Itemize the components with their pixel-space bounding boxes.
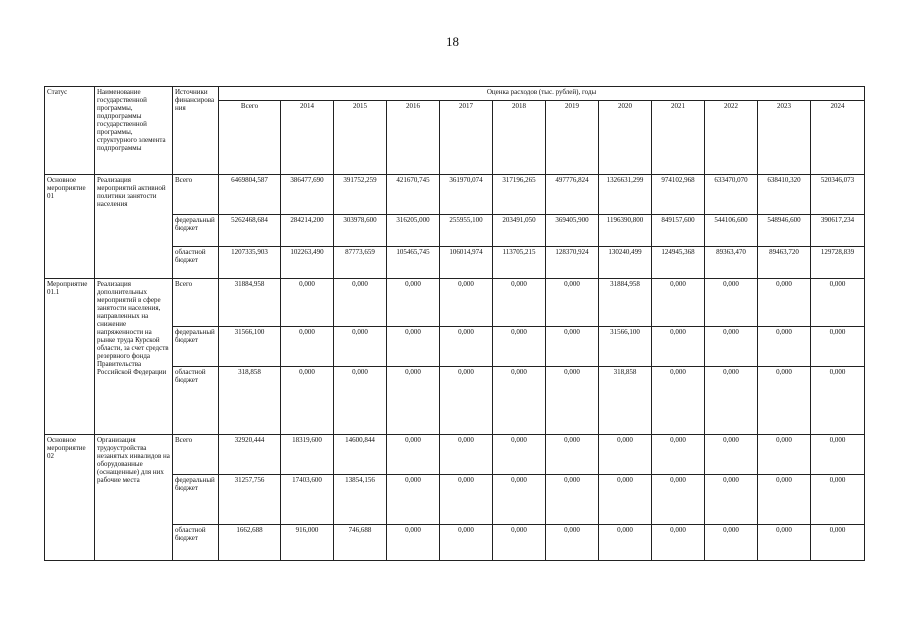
year-value-cell: 0,000	[493, 435, 546, 475]
header-name: Наименование государственной программы, подпрограммы государственной программы, структурного элемента подпрограммы	[95, 87, 173, 175]
year-value-cell: 128370,924	[546, 247, 599, 279]
year-value-cell: 390617,234	[811, 215, 865, 247]
year-value-cell: 18319,600	[281, 435, 334, 475]
year-value-cell: 0,000	[758, 475, 811, 525]
total-value-cell: 6469804,587	[219, 175, 281, 215]
header-year: 2022	[705, 101, 758, 175]
year-value-cell: 0,000	[758, 327, 811, 367]
program-name-cell: Реализация мероприятий активной политики занятости населения	[95, 175, 173, 279]
status-cell: Основное мероприятие 01	[45, 175, 95, 279]
total-value-cell: 318,858	[219, 367, 281, 435]
year-value-cell: 0,000	[440, 435, 493, 475]
page-number: 18	[446, 34, 459, 49]
year-value-cell: 0,000	[758, 279, 811, 327]
header-year: 2015	[334, 101, 387, 175]
year-value-cell: 0,000	[546, 367, 599, 435]
year-value-cell: 284214,200	[281, 215, 334, 247]
year-value-cell: 0,000	[652, 279, 705, 327]
source-cell: Всего	[173, 435, 219, 475]
source-cell: федеральный бюджет	[173, 215, 219, 247]
status-cell: Мероприятие 01.1	[45, 279, 95, 435]
year-value-cell: 0,000	[705, 475, 758, 525]
year-value-cell: 0,000	[811, 435, 865, 475]
year-value-cell: 0,000	[599, 525, 652, 561]
status-cell: Основное мероприятие 02	[45, 435, 95, 561]
year-value-cell: 386477,690	[281, 175, 334, 215]
year-value-cell: 17403,600	[281, 475, 334, 525]
header-source: Источники финансирования	[173, 87, 219, 175]
total-value-cell: 31884,958	[219, 279, 281, 327]
year-value-cell: 916,000	[281, 525, 334, 561]
year-value-cell: 0,000	[811, 475, 865, 525]
year-value-cell: 0,000	[493, 279, 546, 327]
year-value-cell: 0,000	[440, 367, 493, 435]
header-row-1	[45, 87, 865, 101]
year-value-cell: 1196390,800	[599, 215, 652, 247]
header-status: Статус	[45, 87, 95, 175]
year-value-cell: 0,000	[811, 279, 865, 327]
source-cell: областной бюджет	[173, 247, 219, 279]
year-value-cell: 0,000	[387, 327, 440, 367]
program-name-cell: Реализация дополнительных мероприятий в сфере занятости населения, направленных на снижение напряженности на рынке труда Курской области, за счет средств резервного фонда Правительства Российской Федерации	[95, 279, 173, 435]
year-value-cell: 0,000	[440, 475, 493, 525]
year-value-cell: 106014,974	[440, 247, 493, 279]
year-value-cell: 316205,000	[387, 215, 440, 247]
year-value-cell: 0,000	[652, 525, 705, 561]
year-value-cell: 849157,600	[652, 215, 705, 247]
year-value-cell: 130240,499	[599, 247, 652, 279]
year-value-cell: 31566,100	[599, 327, 652, 367]
header-year: 2018	[493, 101, 546, 175]
year-value-cell: 318,858	[599, 367, 652, 435]
source-cell: федеральный бюджет	[173, 475, 219, 525]
year-value-cell: 548946,600	[758, 215, 811, 247]
year-value-cell: 113705,215	[493, 247, 546, 279]
year-value-cell: 0,000	[811, 327, 865, 367]
header-year: 2023	[758, 101, 811, 175]
header-year: 2024	[811, 101, 865, 175]
header-estimate: Оценка расходов (тыс. рублей), годы	[219, 87, 865, 101]
year-value-cell: 0,000	[281, 279, 334, 327]
year-value-cell: 0,000	[493, 367, 546, 435]
year-value-cell: 0,000	[493, 475, 546, 525]
year-value-cell: 0,000	[705, 279, 758, 327]
year-value-cell: 31884,958	[599, 279, 652, 327]
total-value-cell: 31257,756	[219, 475, 281, 525]
year-value-cell: 520346,073	[811, 175, 865, 215]
year-value-cell: 0,000	[493, 327, 546, 367]
table-row	[45, 279, 865, 327]
year-value-cell: 129728,839	[811, 247, 865, 279]
year-value-cell: 255955,100	[440, 215, 493, 247]
total-value-cell: 1662,688	[219, 525, 281, 561]
table-row	[45, 435, 865, 475]
year-value-cell: 0,000	[652, 475, 705, 525]
year-value-cell: 0,000	[599, 435, 652, 475]
year-value-cell: 102263,490	[281, 247, 334, 279]
year-value-cell: 0,000	[705, 525, 758, 561]
year-value-cell: 391752,259	[334, 175, 387, 215]
year-value-cell: 0,000	[546, 475, 599, 525]
header-year: 2016	[387, 101, 440, 175]
year-value-cell: 0,000	[334, 327, 387, 367]
year-value-cell: 0,000	[334, 367, 387, 435]
year-value-cell: 0,000	[599, 475, 652, 525]
year-value-cell: 0,000	[705, 367, 758, 435]
year-value-cell: 0,000	[493, 525, 546, 561]
year-value-cell: 638410,320	[758, 175, 811, 215]
source-cell: Всего	[173, 175, 219, 215]
year-value-cell: 303978,600	[334, 215, 387, 247]
year-value-cell: 0,000	[811, 367, 865, 435]
year-value-cell: 369405,900	[546, 215, 599, 247]
year-value-cell: 633470,070	[705, 175, 758, 215]
source-cell: областной бюджет	[173, 367, 219, 435]
year-value-cell: 0,000	[440, 327, 493, 367]
year-value-cell: 0,000	[758, 367, 811, 435]
year-value-cell: 361970,074	[440, 175, 493, 215]
year-value-cell: 0,000	[546, 279, 599, 327]
year-value-cell: 14600,844	[334, 435, 387, 475]
year-value-cell: 0,000	[705, 327, 758, 367]
year-value-cell: 544106,600	[705, 215, 758, 247]
year-value-cell: 0,000	[281, 367, 334, 435]
program-name-cell: Организация трудоустройства незанятых инвалидов на оборудованные (оснащенные) для них рабочие места	[95, 435, 173, 561]
year-value-cell: 0,000	[546, 327, 599, 367]
total-value-cell: 1207335,903	[219, 247, 281, 279]
year-value-cell: 0,000	[705, 435, 758, 475]
year-value-cell: 0,000	[652, 367, 705, 435]
year-value-cell: 0,000	[758, 435, 811, 475]
header-year: 2021	[652, 101, 705, 175]
year-value-cell: 89463,720	[758, 247, 811, 279]
year-value-cell: 0,000	[387, 279, 440, 327]
total-value-cell: 31566,100	[219, 327, 281, 367]
year-value-cell: 0,000	[281, 327, 334, 367]
year-value-cell: 124945,368	[652, 247, 705, 279]
year-value-cell: 0,000	[546, 435, 599, 475]
year-value-cell: 497776,824	[546, 175, 599, 215]
year-value-cell: 0,000	[811, 525, 865, 561]
year-value-cell: 203491,050	[493, 215, 546, 247]
header-total: Всего	[219, 101, 281, 175]
header-year: 2017	[440, 101, 493, 175]
year-value-cell: 0,000	[387, 367, 440, 435]
source-cell: федеральный бюджет	[173, 327, 219, 367]
year-value-cell: 421670,745	[387, 175, 440, 215]
year-value-cell: 0,000	[387, 525, 440, 561]
header-year: 2020	[599, 101, 652, 175]
year-value-cell: 746,688	[334, 525, 387, 561]
year-value-cell: 317196,265	[493, 175, 546, 215]
header-year: 2019	[546, 101, 599, 175]
year-value-cell: 0,000	[546, 525, 599, 561]
total-value-cell: 5262468,684	[219, 215, 281, 247]
year-value-cell: 0,000	[440, 279, 493, 327]
budget-table	[44, 86, 865, 561]
year-value-cell: 974102,968	[652, 175, 705, 215]
year-value-cell: 0,000	[387, 435, 440, 475]
header-year: 2014	[281, 101, 334, 175]
year-value-cell: 89363,470	[705, 247, 758, 279]
year-value-cell: 0,000	[758, 525, 811, 561]
year-value-cell: 0,000	[387, 475, 440, 525]
year-value-cell: 0,000	[334, 279, 387, 327]
year-value-cell: 13854,156	[334, 475, 387, 525]
year-value-cell: 1326631,299	[599, 175, 652, 215]
table-row	[45, 175, 865, 215]
year-value-cell: 0,000	[652, 327, 705, 367]
total-value-cell: 32920,444	[219, 435, 281, 475]
source-cell: областной бюджет	[173, 525, 219, 561]
year-value-cell: 0,000	[652, 435, 705, 475]
year-value-cell: 87773,659	[334, 247, 387, 279]
year-value-cell: 0,000	[440, 525, 493, 561]
year-value-cell: 105465,745	[387, 247, 440, 279]
source-cell: Всего	[173, 279, 219, 327]
